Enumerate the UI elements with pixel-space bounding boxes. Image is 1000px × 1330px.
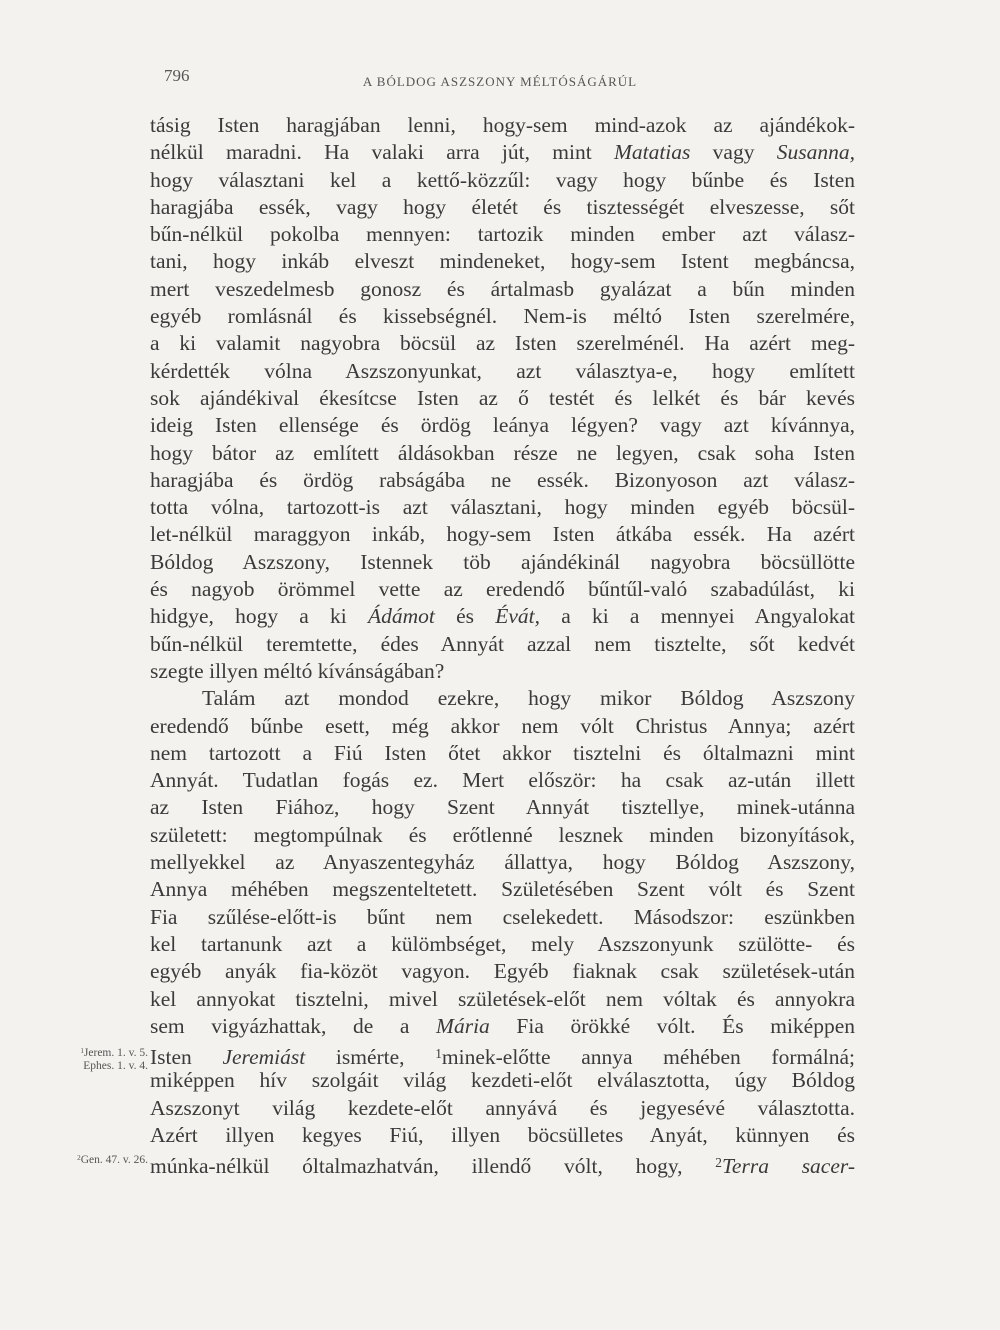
text-line: egyéb anyák fia-közöt vagyon. Egyéb fiaknak csak születések-után	[150, 959, 855, 984]
note-line: Gen. 47. v. 26.	[80, 1154, 148, 1167]
text-line: totta vólna, tartozott-is azt választani, hogy minden egyéb böcsül-	[150, 495, 855, 520]
text-line: a ki valamit nagyobra böcsül az Isten szerelménél. Ha azért meg-	[150, 331, 855, 356]
italic-name: Terra sacer-	[721, 1154, 855, 1179]
italic-name: Mária	[436, 1013, 490, 1038]
text-line: mellyekkel az Anyaszentegyház állattya, hogy Bóldog Aszszony,	[150, 850, 855, 875]
text-line: ideig Isten ellensége és ördög leánya légyen? vagy azt kívánnya,	[150, 413, 855, 438]
text-line: szegte illyen méltó kívánságában?	[150, 658, 445, 683]
text-run: múnka-nélkül óltalmazhatván, illendő vólt, hogy,	[150, 1154, 716, 1179]
text-line: az Isten Fiához, hogy Szent Annyát tisztellye, minek-utánna	[150, 795, 855, 820]
page-number: 796	[164, 66, 190, 85]
running-title: A BÓLDOG ASZSZONY MÉLTÓSÁGÁRÚL	[362, 74, 638, 89]
text-run: a ki a mennyei Angyalokat	[539, 604, 855, 629]
text-line: Talám azt mondod ezekre, hogy mikor Bóldog Aszszony	[202, 686, 855, 711]
note-line: Jerem. 1. v. 5.	[83, 1047, 148, 1060]
note-marker: 1	[80, 1047, 84, 1055]
text-line: nem tartozott a Fiú Isten őtet akkor tisztelni és óltalmazni mint	[150, 740, 855, 765]
text-run: sem vigyázhattak, de a	[150, 1013, 437, 1038]
text-line: haragjába essék, vagy hogy életét és tisztességét elveszesse, sőt	[150, 194, 855, 219]
text-run: minek-előtte annya méhében formálná;	[441, 1045, 856, 1070]
text-run: és	[434, 604, 496, 629]
footnote-marker: 2	[715, 1155, 722, 1171]
text-line: Azért illyen kegyes Fiú, illyen böcsülletes Anyát, künnyen és	[150, 1122, 855, 1147]
italic-name: Évát,	[495, 604, 540, 629]
text-line: kérdették vólna Aszszonyunkat, azt választya-e, hogy említett	[150, 358, 855, 383]
text-line: Aszszonyt világ kezdete-előt annyává és jegyesévé választotta.	[150, 1095, 855, 1120]
italic-name: Susanna,	[776, 140, 855, 165]
text-line	[150, 1040, 856, 1070]
text-run: ismérte,	[305, 1045, 436, 1070]
body-text	[150, 112, 855, 1177]
note-line: Ephes. 1. v. 4.	[83, 1060, 148, 1073]
italic-name: Ádámot	[367, 604, 435, 629]
text-line: Bóldog Aszszony, Istennek töb ajándékinál nagyobra böcsüllötte	[150, 549, 855, 574]
text-line: hogy bátor az említett áldásokban része ne legyen, csak soha Isten	[150, 440, 855, 465]
text-line: hogy választani kel a kettő-közzűl: vagy hogy bűnbe és Isten	[150, 167, 855, 192]
text-line	[150, 603, 855, 630]
text-line: Annyát. Tudatlan fogás ez. Mert először: ha csak az-után illett	[150, 768, 855, 793]
margin-note-1	[20, 1045, 148, 1073]
text-line: bűn-nélkül teremtette, édes Annyát azzal nem tisztelte, sőt kedvét	[150, 631, 855, 656]
text-line: született: megtompúlnak és erőtlenné lesznek minden bizonyítások,	[150, 822, 855, 847]
text-run: Isten	[150, 1045, 223, 1070]
text-line: kel tartanunk azt a külömbséget, mely Aszszonyunk szülötte- és	[150, 931, 855, 956]
text-line: egyéb romlásnál és kissebségnél. Nem-is méltó Isten szerelmére,	[150, 304, 855, 329]
text-line: kel annyokat tisztelni, mivel születések-előt nem vóltak és annyokra	[150, 986, 855, 1011]
text-run: nélkül maradni. Ha valaki arra jút, mint	[150, 140, 614, 165]
text-line: és nagyob örömmel vette az eredendő bűntűl-való szabadúlást, ki	[150, 577, 855, 602]
note-marker: 2	[77, 1154, 81, 1162]
text-run: vagy	[690, 140, 777, 165]
text-line: Fia szűlése-előtt-is bűnt nem cselekedett. Másodszor: eszünkben	[150, 904, 855, 929]
text-line: tani, hogy inkáb elveszt mindeneket, hogy-sem Istent megbáncsa,	[150, 249, 855, 274]
italic-name: Matatias	[613, 140, 691, 165]
text-run: Fia örökké vólt. És miképpen	[489, 1013, 856, 1038]
text-line	[150, 139, 855, 166]
text-line: tásig Isten haragjában lenni, hogy-sem mind-azok az ajándékok-	[150, 113, 855, 137]
text-line: sok ajándékival ékesítcse Isten az ő testét és lelkét és bár kevés	[150, 385, 855, 410]
text-line: bűn-nélkül pokolba mennyen: tartozik minden ember azt válasz-	[150, 222, 855, 247]
footnote-marker: 1	[435, 1046, 442, 1062]
text-line: Annya méhében megszenteltetett. Születésében Szent vólt és Szent	[150, 877, 855, 902]
text-line: miképpen hív szolgáit világ kezdeti-előt elválasztotta, úgy Bóldog	[150, 1068, 855, 1093]
text-run: hidgye, hogy a ki	[150, 604, 368, 629]
margin-note-2	[20, 1152, 148, 1167]
text-line: eredendő bűnbe esett, még akkor nem vólt Christus Annya; azért	[150, 713, 855, 738]
text-line	[150, 1013, 855, 1040]
text-line: let-nélkül maraggyon inkáb, hogy-sem Isten átkába essék. Ha azért	[150, 522, 855, 547]
text-line: haragjába és ördög rabságába ne essék. Bizonyoson azt válasz-	[150, 467, 855, 492]
text-line: mert veszedelmesb gonosz és ártalmasb gyalázat a bűn minden	[150, 276, 855, 301]
text-line	[150, 1149, 855, 1179]
italic-name: Jeremiást	[222, 1045, 306, 1070]
